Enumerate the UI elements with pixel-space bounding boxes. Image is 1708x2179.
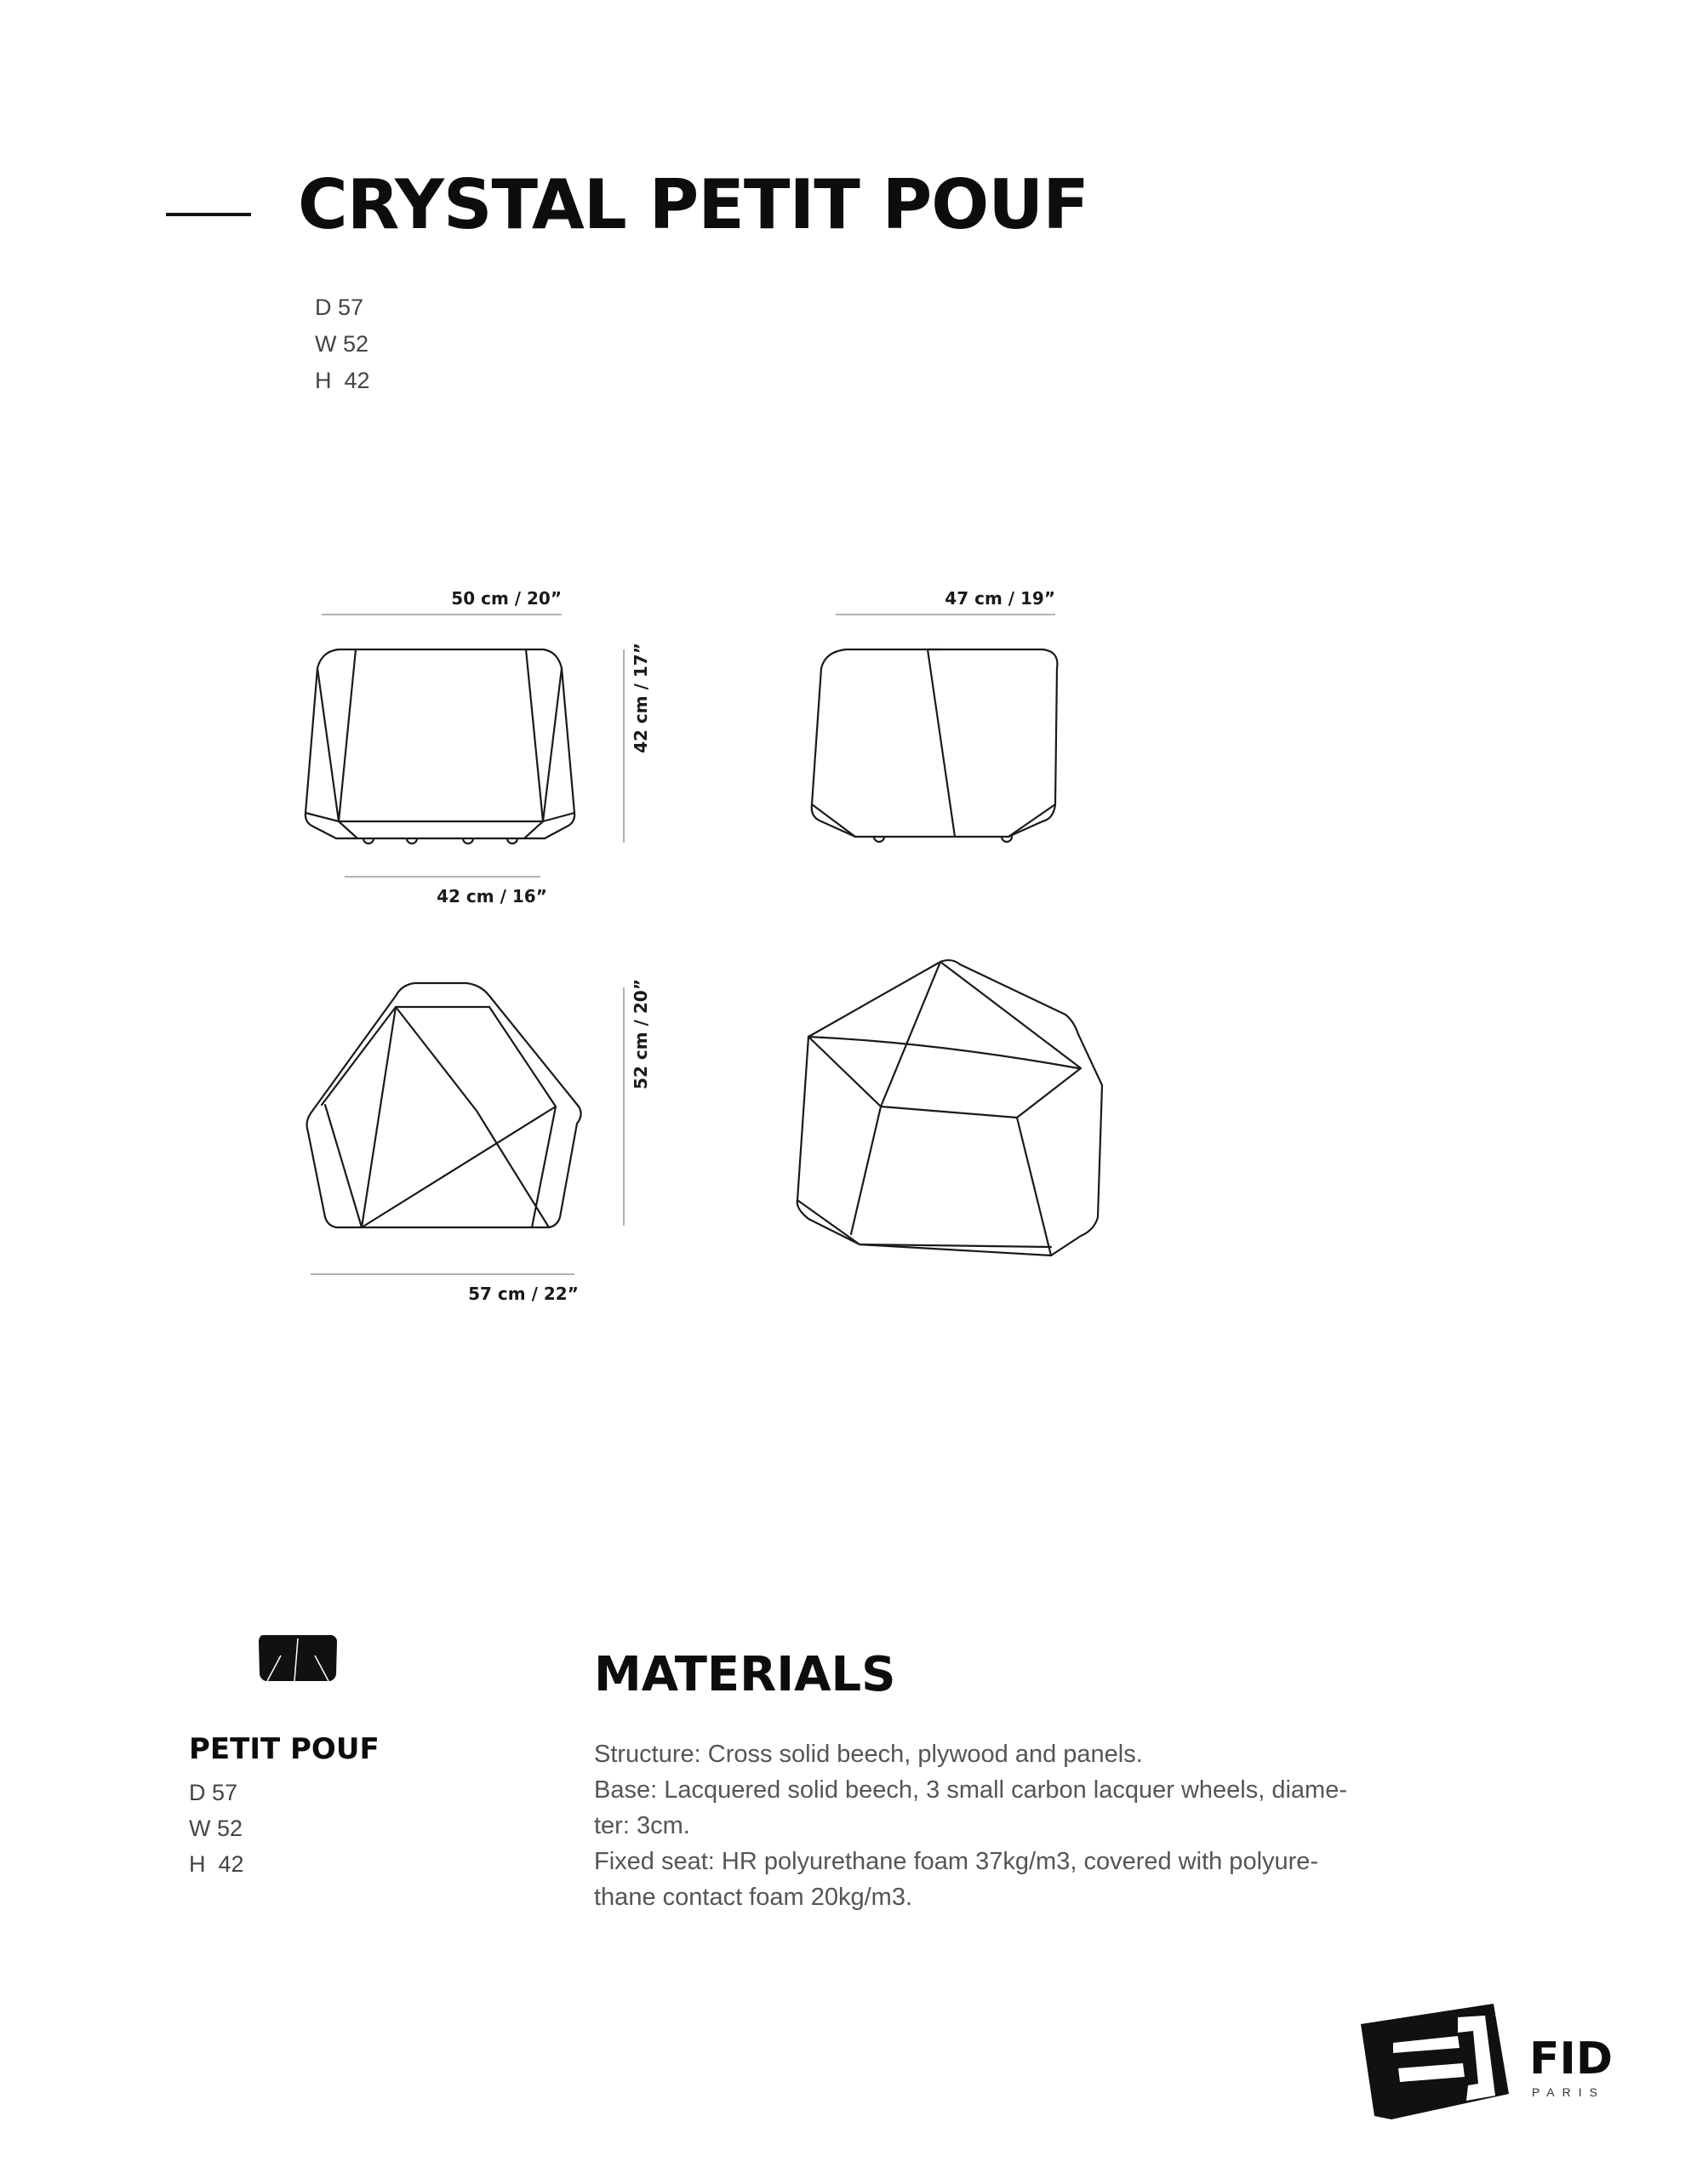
- materials-line: thane contact foam 20kg/m3.: [594, 1884, 912, 1911]
- dimension-depth: D 57: [315, 295, 364, 320]
- top-view-facets: [322, 1007, 556, 1227]
- side-width-top-label: 47 cm / 19”: [945, 588, 1055, 609]
- perspective-outline: [797, 960, 1102, 1255]
- materials-title: MATERIALS: [594, 1647, 896, 1702]
- materials-line: Fixed seat: HR polyurethane foam 37kg/m3, covered with polyure-: [594, 1848, 1319, 1875]
- materials-line: Structure: Cross solid beech, plywood and panels.: [594, 1741, 1143, 1768]
- perspective-view-drawing: [797, 960, 1102, 1255]
- front-width-bottom-label: 42 cm / 16”: [437, 886, 547, 906]
- front-height-label: 42 cm / 17”: [631, 643, 651, 753]
- product-dimension-height: H 42: [189, 1851, 244, 1877]
- materials-description: [594, 1736, 1462, 1915]
- brand-subtitle: PARIS: [1532, 2085, 1605, 2099]
- materials-line: ter: 3cm.: [594, 1812, 690, 1839]
- fid-logo-icon: [1357, 2000, 1519, 2128]
- front-view-facets: [306, 649, 574, 838]
- dimension-width: W 52: [315, 331, 369, 357]
- product-dimension-depth: D 57: [189, 1780, 238, 1805]
- perspective-facets: [797, 962, 1081, 1255]
- side-view-facets: [812, 649, 1055, 837]
- top-view-drawing: [307, 979, 651, 1304]
- product-dimensions: [189, 1775, 244, 1882]
- top-width-bottom-label: 57 cm / 22”: [468, 1284, 579, 1304]
- product-dimension-width: W 52: [189, 1816, 243, 1841]
- materials-line: Base: Lacquered solid beech, 3 small carbon lacquer wheels, diame-: [594, 1776, 1347, 1804]
- top-depth-label: 52 cm / 20”: [631, 979, 651, 1090]
- brand-name: FID: [1529, 2033, 1614, 2085]
- dimension-height: H 42: [315, 368, 370, 393]
- front-view-drawing: [306, 588, 651, 906]
- side-view-outline: [812, 649, 1058, 837]
- page-title: CRYSTAL PETIT POUF: [298, 165, 1088, 244]
- front-width-top-label: 50 cm / 20”: [451, 588, 562, 609]
- side-view-drawing: [812, 588, 1058, 842]
- petit-pouf-thumbnail: [255, 1630, 340, 1686]
- product-name: PETIT POUF: [189, 1732, 380, 1766]
